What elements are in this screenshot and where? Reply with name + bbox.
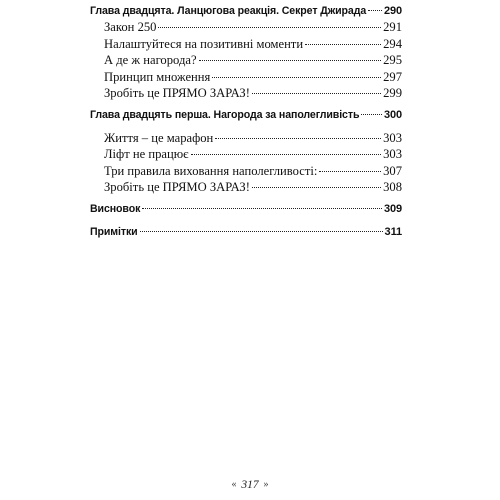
- page-footer: [0, 479, 500, 491]
- toc-section: [90, 19, 402, 35]
- dot-leader: [142, 208, 382, 209]
- ornament-left-icon: «: [231, 479, 237, 490]
- toc-section: [90, 69, 402, 85]
- toc-entry-page: 290: [383, 5, 402, 17]
- table-of-contents: [90, 3, 402, 240]
- toc-section: [90, 179, 402, 195]
- toc-entry-title: Принцип множення: [104, 69, 211, 84]
- toc-entry-title: А де ж нагорода?: [104, 53, 197, 68]
- toc-entry-page: 297: [383, 69, 402, 84]
- toc-entry-page: 299: [383, 85, 402, 100]
- toc-entry-page: 295: [383, 53, 402, 68]
- ornament-right-icon: »: [263, 479, 269, 490]
- dot-leader: [199, 60, 382, 61]
- toc-chapter-20: [90, 3, 402, 19]
- toc-entry-page: 291: [383, 20, 402, 35]
- toc-conclusion: [90, 201, 402, 217]
- toc-entry-title: Зробіть це ПРЯМО ЗАРАЗ!: [104, 179, 250, 194]
- toc-section: [90, 52, 402, 68]
- toc-entry-page: 303: [383, 147, 402, 162]
- toc-entry-title: Ліфт не працює: [104, 147, 189, 162]
- toc-entry-title: Глава двадцята. Ланцюгова реакція. Секрет Джирада: [90, 5, 367, 17]
- dot-leader: [140, 231, 383, 232]
- toc-section: [90, 146, 402, 162]
- toc-section: [90, 85, 402, 101]
- toc-entry-title: Закон 250: [104, 20, 157, 35]
- dot-leader: [305, 44, 381, 45]
- toc-entry-page: 303: [383, 130, 402, 145]
- toc-notes: [90, 224, 402, 240]
- toc-entry-page: 300: [383, 109, 402, 122]
- dot-leader: [368, 10, 382, 11]
- toc-entry-title: Зробіть це ПРЯМО ЗАРАЗ!: [104, 85, 250, 100]
- toc-section: [90, 36, 402, 52]
- toc-entry-page: 311: [384, 225, 402, 238]
- dot-leader: [319, 171, 381, 172]
- toc-entry-title: Примітки: [90, 225, 138, 238]
- dot-leader: [158, 27, 381, 28]
- toc-entry-page: 309: [383, 203, 402, 216]
- dot-leader: [215, 138, 381, 139]
- dot-leader: [252, 187, 381, 188]
- toc-entry-title: Глава двадцять перша. Нагорода за наполегливість: [90, 109, 360, 122]
- toc-entry-title: Життя – це марафон: [104, 130, 214, 145]
- toc-entry-page: 308: [383, 179, 402, 194]
- toc-entry-page: 294: [383, 36, 402, 51]
- toc-section: [90, 163, 402, 179]
- toc-chapter-21: [90, 107, 402, 123]
- toc-entry-title: Висновок: [90, 203, 141, 216]
- dot-leader: [252, 93, 381, 94]
- toc-entry-title: Налаштуйтеся на позитивні моменти: [104, 36, 304, 51]
- toc-section: [90, 130, 402, 146]
- dot-leader: [191, 154, 382, 155]
- toc-entry-title: Три правила виховання наполегливості:: [104, 163, 318, 178]
- page-number: 317: [241, 479, 259, 491]
- dot-leader: [361, 114, 382, 115]
- dot-leader: [212, 77, 381, 78]
- toc-entry-page: 307: [383, 163, 402, 178]
